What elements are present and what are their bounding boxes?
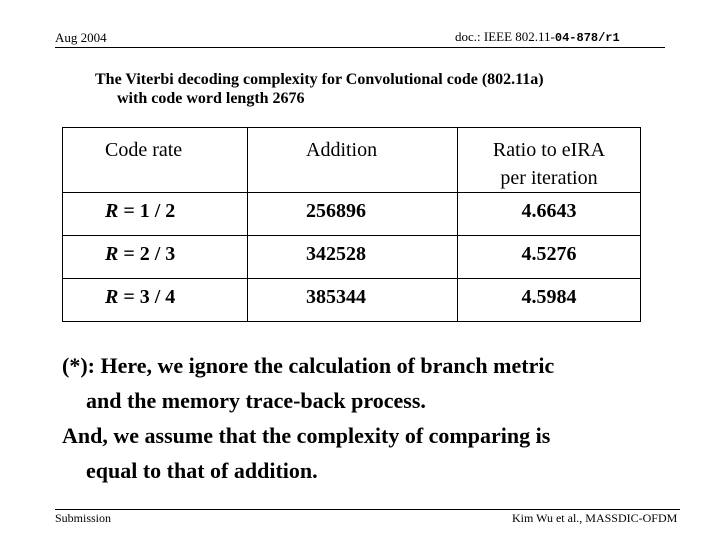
code-rate-cell bbox=[63, 279, 247, 311]
ratio-cell: 4.5276 bbox=[521, 243, 577, 265]
slide-title bbox=[95, 70, 544, 108]
note-line-4: equal to that of addition. bbox=[86, 458, 318, 483]
rate-symbol: R bbox=[105, 200, 119, 222]
addition-cell: 385344 bbox=[306, 286, 366, 308]
complexity-table bbox=[62, 127, 641, 322]
rate-symbol: R bbox=[105, 243, 119, 265]
footer-authors: Kim Wu et al., MASSDIC-OFDM bbox=[512, 511, 678, 525]
table-row bbox=[63, 236, 641, 279]
note-line-2: and the memory trace-back process. bbox=[86, 388, 426, 413]
addition-cell: 256896 bbox=[306, 200, 366, 222]
header-ratio-line-2: per iteration bbox=[500, 167, 598, 189]
table-row bbox=[63, 279, 641, 322]
rate-symbol: R bbox=[105, 286, 119, 308]
code-rate-cell bbox=[63, 236, 247, 268]
header-date: Aug 2004 bbox=[55, 30, 107, 45]
header-ratio bbox=[458, 128, 640, 192]
footer-rule bbox=[55, 509, 680, 510]
doc-prefix: doc.: IEEE 802.11- bbox=[455, 29, 555, 44]
header-addition: Addition bbox=[306, 139, 378, 161]
doc-number: 04-878/r1 bbox=[554, 31, 620, 45]
footer-submission: Submission bbox=[55, 511, 112, 525]
header-rule bbox=[55, 47, 665, 48]
ratio-cell: 4.5984 bbox=[521, 286, 577, 308]
ratio-cell: 4.6643 bbox=[521, 200, 577, 222]
header-ratio-line-1: Ratio to eIRA bbox=[492, 139, 606, 161]
table-row bbox=[63, 193, 641, 236]
code-rate-cell bbox=[63, 193, 247, 225]
header-code-rate: Code rate bbox=[105, 139, 183, 161]
table-header-row bbox=[63, 128, 641, 193]
rate-value: = 1 / 2 bbox=[118, 200, 176, 222]
title-line-1: The Viterbi decoding complexity for Convolutional code (802.11a) bbox=[95, 71, 544, 88]
header-doc-id bbox=[455, 29, 620, 45]
addition-cell: 342528 bbox=[306, 243, 366, 265]
footnote bbox=[62, 348, 712, 488]
note-line-3: And, we assume that the complexity of comparing is bbox=[62, 423, 551, 448]
title-line-2: with code word length 2676 bbox=[117, 90, 305, 107]
rate-value: = 3 / 4 bbox=[118, 286, 176, 308]
note-line-1: (*): Here, we ignore the calculation of branch metric bbox=[62, 353, 555, 378]
rate-value: = 2 / 3 bbox=[118, 243, 176, 265]
